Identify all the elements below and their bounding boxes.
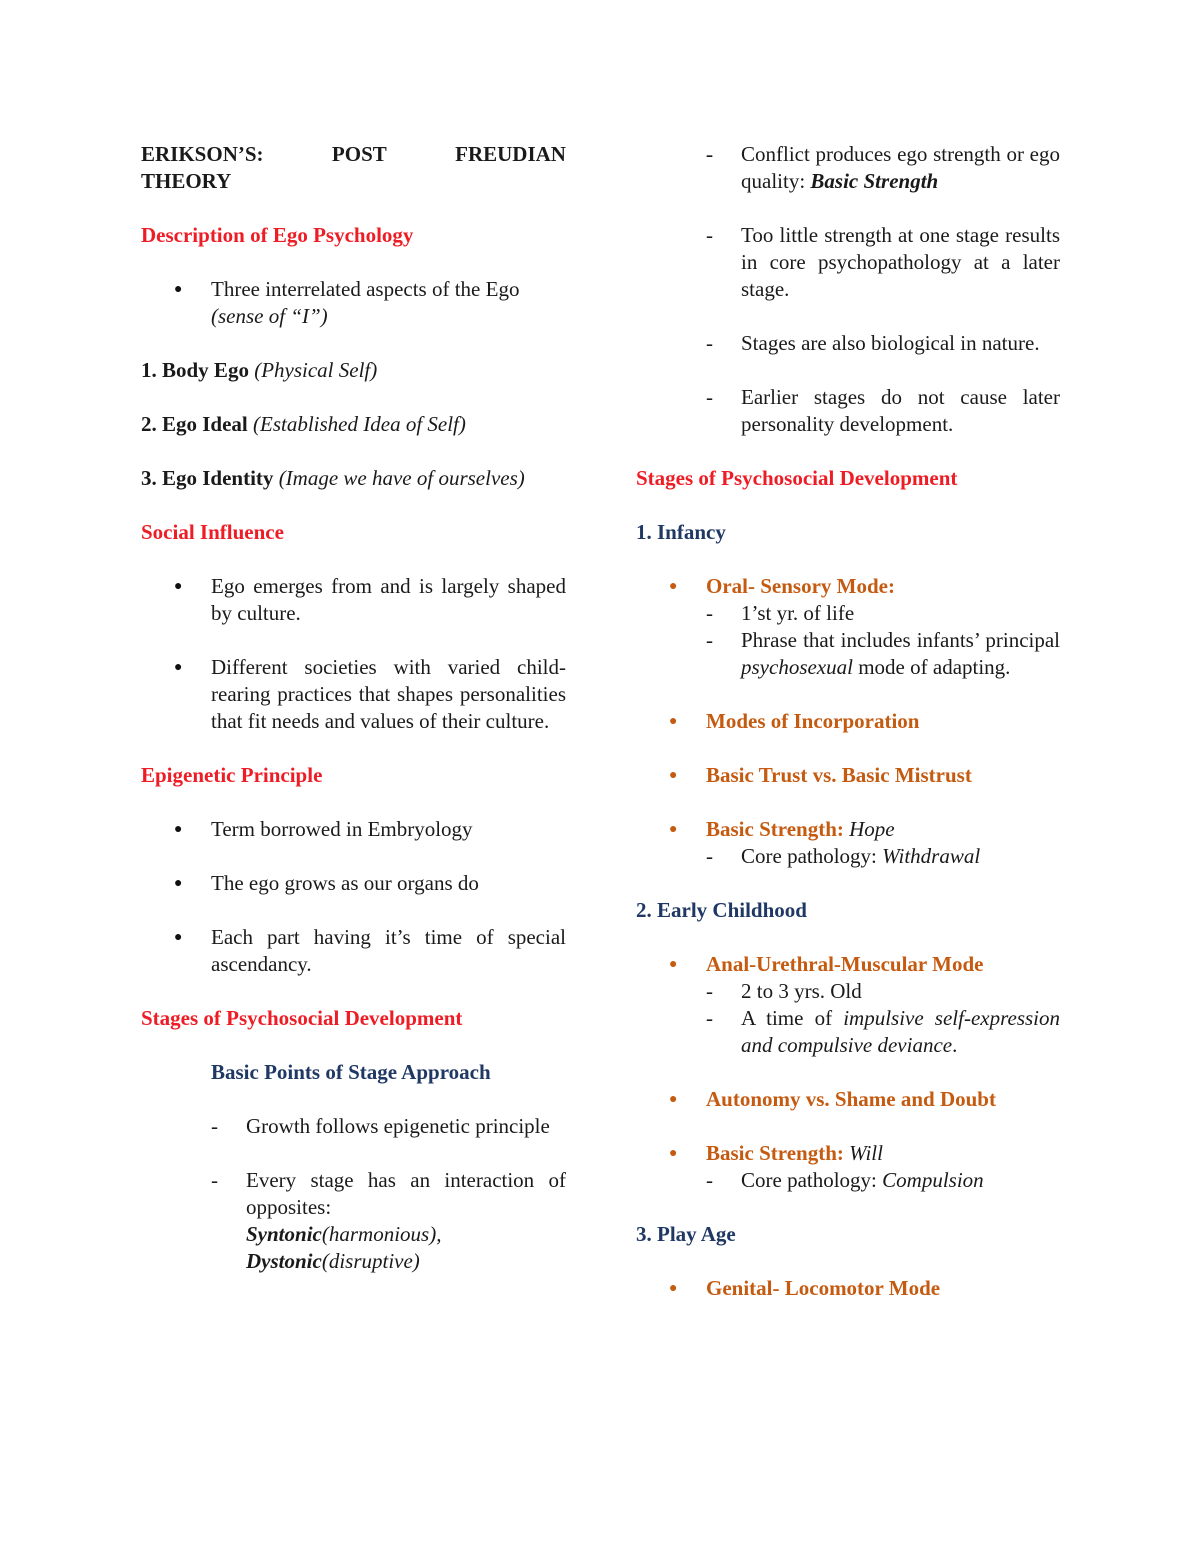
dash-item-text: Core pathology: (741, 844, 877, 868)
dash-item: - Earlier stages do not cause later personality development. (706, 384, 1060, 438)
strength-label: Basic Strength: (706, 817, 844, 841)
term-desc: (disruptive) (321, 1249, 420, 1273)
pathology-value: Compulsion (882, 1168, 984, 1192)
dash-item: - Growth follows epigenetic principle (211, 1113, 566, 1140)
heading-epigenetic-principle: Epigenetic Principle (141, 763, 323, 787)
dash-item-text: Phrase that includes infants’ principal (741, 628, 1060, 652)
dash-item (706, 1167, 1060, 1194)
list-item: ● Term borrowed in Embryology (141, 816, 566, 843)
dash-item (706, 141, 1060, 195)
dash-item: - 2 to 3 yrs. Old (706, 978, 1060, 1005)
aspect-desc: (Established Idea of Self) (253, 412, 466, 436)
list-item (636, 1140, 1060, 1194)
heading-ego-psychology: Description of Ego Psychology (141, 223, 414, 247)
list-item-text: (sense of “I”) (211, 304, 328, 328)
list-item-text: Three interrelated aspects of the Ego (211, 277, 520, 301)
dash-item (706, 1005, 1060, 1059)
mode-label: Anal-Urethral-Muscular Mode (706, 952, 984, 976)
dash-item-text: Every stage has an interaction of opposites: (246, 1168, 566, 1219)
mode-label: Oral- Sensory Mode: (706, 574, 895, 598)
dash-item-text: Core pathology: (741, 1168, 877, 1192)
list-item (636, 816, 1060, 870)
strength-value: Hope (849, 817, 895, 841)
title-word: FREUDIAN (455, 142, 566, 166)
dash-item: - Too little strength at one stage results in core psychopathology at a later stage. (706, 222, 1060, 303)
heading-stages: Stages of Psychosocial Development (141, 1006, 463, 1030)
list-item (636, 573, 1060, 681)
title-word: ERIKSON’S: (141, 142, 264, 166)
dash-item (706, 843, 1060, 870)
list-item (636, 951, 1060, 1059)
title-word: THEORY (141, 169, 232, 193)
term-syntonic: Syntonic (246, 1222, 322, 1246)
left-column (141, 141, 566, 1275)
dash-item (706, 627, 1060, 681)
aspect-desc: (Image we have of ourselves) (278, 466, 525, 490)
document-title (141, 141, 566, 168)
dash-item: - Stages are also biological in nature. (706, 330, 1060, 357)
ego-aspect-2 (141, 411, 566, 438)
stage-heading-early-childhood: 2. Early Childhood (636, 898, 807, 922)
aspect-label: 3. Ego Identity (141, 466, 274, 490)
dash-item-text: psychosexual (741, 655, 853, 679)
stage-heading-infancy: 1. Infancy (636, 520, 726, 544)
dash-item-text: . (952, 1033, 958, 1057)
aspect-label: 1. Body Ego (141, 358, 249, 382)
list-item: ● Each part having it’s time of special ascendancy. (141, 924, 566, 978)
aspect-label: 2. Ego Ideal (141, 412, 248, 436)
heading-social-influence: Social Influence (141, 520, 284, 544)
list-item: ● Modes of Incorporation (636, 708, 1060, 735)
dash-item: - 1’st yr. of life (706, 600, 1060, 627)
list-item: ● Different societies with varied child-rearing practices that shapes personalities that fit needs and values of their culture. (141, 654, 566, 735)
aspect-desc: (Physical Self) (254, 358, 378, 382)
list-item: ● Ego emerges from and is largely shaped by culture. (141, 573, 566, 627)
term-dystonic: Dystonic (246, 1249, 322, 1273)
list-item: ● Autonomy vs. Shame and Doubt (636, 1086, 1060, 1113)
pathology-value: Withdrawal (882, 844, 981, 868)
dash-item-text: mode of adapting. (858, 655, 1011, 679)
title-word: POST (331, 142, 387, 166)
dash-item-text: A time of (741, 1006, 833, 1030)
term-basic-strength: Basic Strength (810, 169, 939, 193)
strength-label: Basic Strength: (706, 1141, 844, 1165)
heading-stages: Stages of Psychosocial Development (636, 466, 958, 490)
dash-item-text: impulsive self-expression and compulsive deviance (741, 1006, 1060, 1057)
strength-value: Will (849, 1141, 883, 1165)
ego-aspect-1 (141, 357, 566, 384)
dash-item (211, 1167, 566, 1275)
list-item: ● Genital- Locomotor Mode (636, 1275, 1060, 1302)
stage-heading-play-age: 3. Play Age (636, 1222, 736, 1246)
right-column-content (636, 141, 1060, 1302)
list-item: ● Basic Trust vs. Basic Mistrust (636, 762, 1060, 789)
ego-aspect-3 (141, 465, 566, 492)
dash-item-text: Conflict produces ego strength or ego quality: (741, 142, 1060, 193)
term-desc: (harmonious), (321, 1222, 442, 1246)
list-item: ● The ego grows as our organs do (141, 870, 566, 897)
heading-basic-points: Basic Points of Stage Approach (211, 1060, 491, 1084)
list-item (141, 276, 566, 330)
